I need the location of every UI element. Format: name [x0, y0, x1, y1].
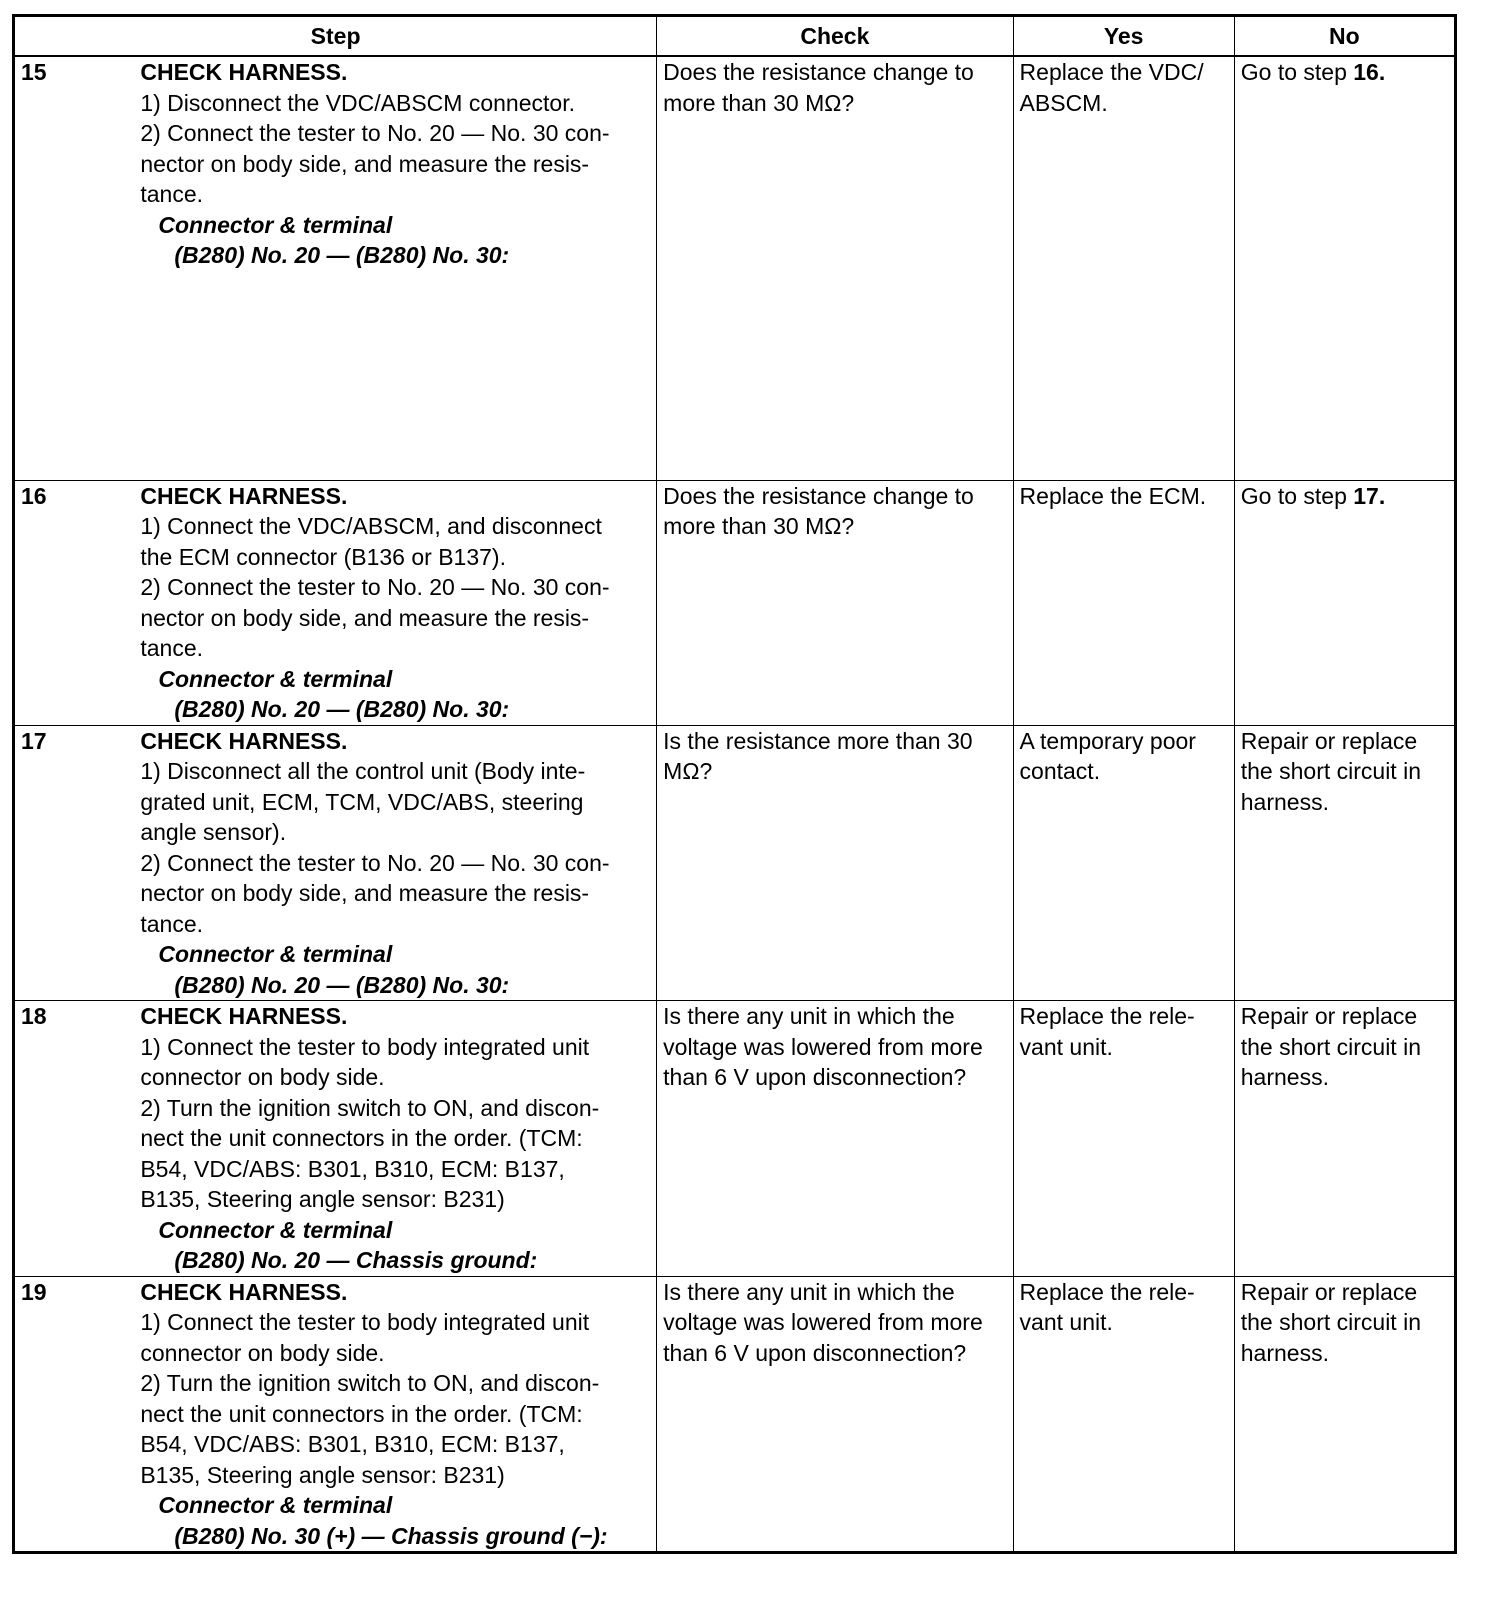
table-row — [14, 480, 1456, 725]
step-line: tance. — [140, 181, 203, 207]
header-step: Step — [14, 16, 657, 57]
step-line: 2) Turn the ignition switch to ON, and discon- — [140, 1370, 600, 1396]
step-number: 15 — [14, 56, 135, 480]
step-line: 1) Connect the VDC/ABSCM, and disconnect — [140, 513, 602, 539]
step-line: 2) Connect the tester to No. 20 — No. 30 con- — [140, 574, 610, 600]
connector-terminal-value: (B280) No. 20 — (B280) No. 30: — [174, 971, 510, 998]
step-title: CHECK HARNESS. — [140, 1278, 348, 1305]
step-description — [134, 725, 656, 1001]
step-line: nector on body side, and measure the resis- — [140, 604, 590, 631]
yes-cell: Replace the VDC/ ABSCM. — [1013, 56, 1234, 480]
step-line: 1) Connect the tester to body integrated unit — [140, 1309, 590, 1335]
step-line: the ECM connector (B136 or B137). — [140, 543, 506, 570]
no-step-link: 16. — [1353, 59, 1386, 85]
step-number: 18 — [14, 1001, 135, 1277]
table-row — [14, 1001, 1456, 1277]
check-cell: Does the resistance change to more than 30 MΩ? — [657, 56, 1013, 480]
step-title: CHECK HARNESS. — [140, 59, 348, 85]
no-text: Repair or replace the short circuit in harness. — [1240, 1003, 1421, 1090]
step-title: CHECK HARNESS. — [140, 482, 348, 509]
yes-cell: Replace the rele- vant unit. — [1013, 1001, 1234, 1277]
connector-terminal-value: (B280) No. 20 — Chassis ground: — [174, 1247, 538, 1273]
check-cell: Does the resistance change to more than 30 MΩ? — [657, 480, 1013, 725]
table-row — [14, 1276, 1456, 1553]
step-description — [134, 480, 656, 725]
step-description — [134, 1276, 656, 1553]
step-line: B135, Steering angle sensor: B231) — [140, 1461, 505, 1488]
check-cell: Is the resistance more than 30 MΩ? — [657, 725, 1013, 1001]
no-text: Repair or replace the short circuit in harness. — [1240, 727, 1421, 815]
no-cell — [1234, 1276, 1455, 1553]
connector-terminal-value: (B280) No. 30 (+) — Chassis ground (−): — [174, 1522, 608, 1549]
no-step-link: 17. — [1353, 482, 1386, 509]
step-line: B54, VDC/ABS: B301, B310, ECM: B137, — [140, 1155, 565, 1182]
step-line: nect the unit connectors in the order. (TCM: — [140, 1125, 583, 1151]
step-title: CHECK HARNESS. — [140, 1003, 348, 1029]
no-cell — [1234, 1001, 1455, 1277]
diagnostic-table — [12, 14, 1457, 1554]
no-cell — [1234, 480, 1455, 725]
step-title: CHECK HARNESS. — [140, 727, 348, 754]
connector-terminal-label: Connector & terminal — [158, 941, 393, 967]
step-line: B54, VDC/ABS: B301, B310, ECM: B137, — [140, 1431, 565, 1457]
no-cell — [1234, 725, 1455, 1001]
step-number: 16 — [14, 480, 135, 725]
step-line: connector on body side. — [140, 1064, 385, 1090]
no-text: Go to step — [1240, 482, 1354, 509]
step-line: nector on body side, and measure the resis- — [140, 880, 590, 906]
step-line: 2) Connect the tester to No. 20 — No. 30 con- — [140, 849, 610, 876]
step-description — [134, 1001, 656, 1277]
yes-cell: A temporary poor contact. — [1013, 725, 1234, 1001]
no-cell — [1234, 56, 1455, 480]
header-check: Check — [657, 16, 1013, 57]
connector-terminal-label: Connector & terminal — [158, 665, 393, 692]
step-line: angle sensor). — [140, 819, 287, 845]
step-line: tance. — [140, 635, 203, 661]
check-cell: Is there any unit in which the voltage was lowered from more than 6 V upon disconnection? — [657, 1276, 1013, 1553]
step-line: 1) Connect the tester to body integrated unit — [140, 1033, 590, 1060]
header-no: No — [1234, 16, 1455, 57]
header-yes: Yes — [1013, 16, 1234, 57]
no-text: Go to step — [1240, 59, 1354, 85]
step-line: 1) Disconnect the VDC/ABSCM connector. — [140, 89, 575, 116]
step-description — [134, 56, 656, 480]
step-line: 1) Disconnect all the control unit (Body inte- — [140, 758, 586, 784]
table-row — [14, 56, 1456, 480]
step-line: nector on body side, and measure the resis- — [140, 150, 590, 177]
step-line: tance. — [140, 910, 203, 937]
header-row — [14, 16, 1456, 57]
no-text: Repair or replace the short circuit in harness. — [1240, 1278, 1421, 1366]
connector-terminal-label: Connector & terminal — [158, 1492, 393, 1518]
step-number: 17 — [14, 725, 135, 1001]
step-line: 2) Connect the tester to No. 20 — No. 30 con- — [140, 120, 610, 146]
connector-terminal-label: Connector & terminal — [158, 211, 393, 238]
table-row — [14, 725, 1456, 1001]
step-line: nect the unit connectors in the order. (TCM: — [140, 1400, 583, 1427]
step-number: 19 — [14, 1276, 135, 1553]
check-cell: Is there any unit in which the voltage was lowered from more than 6 V upon disconnection? — [657, 1001, 1013, 1277]
step-line: grated unit, ECM, TCM, VDC/ABS, steering — [140, 788, 584, 815]
connector-terminal-label: Connector & terminal — [158, 1216, 393, 1243]
connector-terminal-value: (B280) No. 20 — (B280) No. 30: — [174, 696, 510, 722]
yes-cell: Replace the rele- vant unit. — [1013, 1276, 1234, 1553]
yes-cell: Replace the ECM. — [1013, 480, 1234, 725]
connector-terminal-value: (B280) No. 20 — (B280) No. 30: — [174, 242, 510, 268]
step-line: 2) Turn the ignition switch to ON, and discon- — [140, 1094, 600, 1121]
step-line: connector on body side. — [140, 1339, 385, 1366]
step-line: B135, Steering angle sensor: B231) — [140, 1186, 505, 1212]
